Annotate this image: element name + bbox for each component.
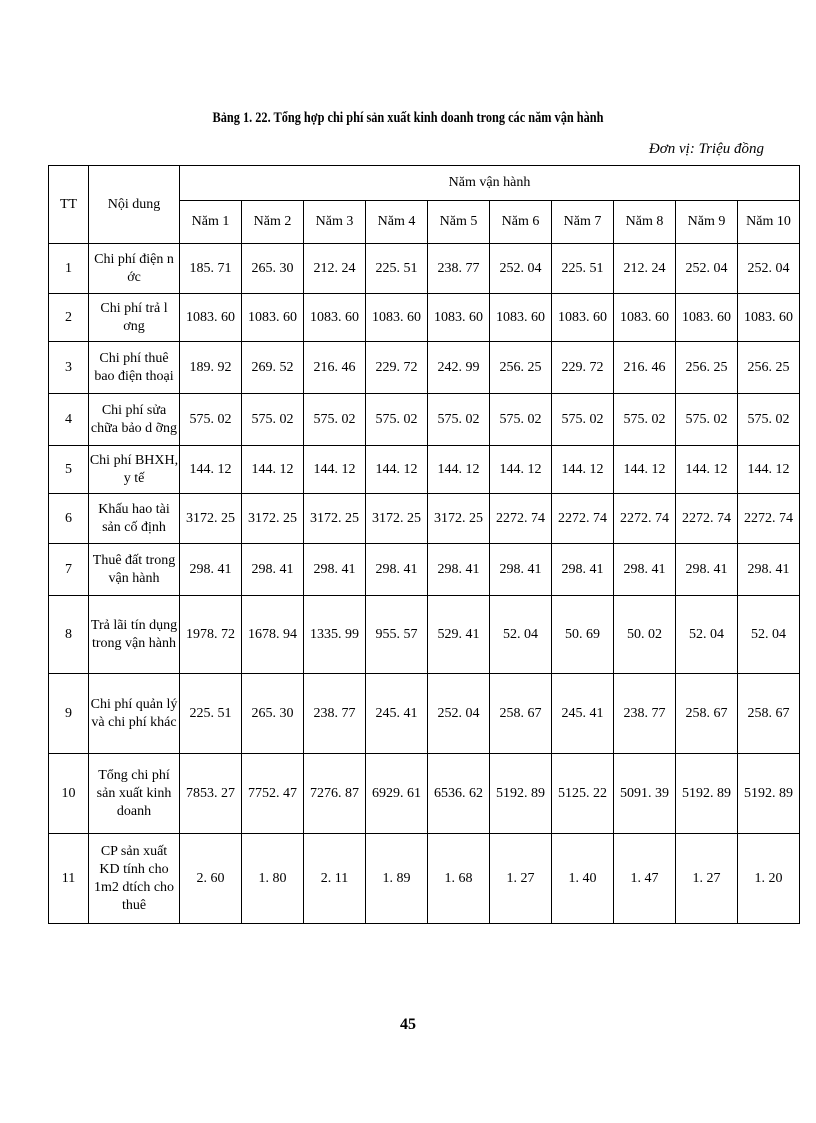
value-cell: 2272. 74 bbox=[614, 494, 676, 544]
value-cell: 298. 41 bbox=[552, 544, 614, 596]
value-cell: 144. 12 bbox=[738, 446, 800, 494]
value-cell: 1678. 94 bbox=[242, 596, 304, 674]
row-label: Chi phí BHXH, y tế bbox=[89, 446, 180, 494]
value-cell: 298. 41 bbox=[366, 544, 428, 596]
value-cell: 298. 41 bbox=[242, 544, 304, 596]
value-cell: 7853. 27 bbox=[180, 754, 242, 834]
unit-note: Đơn vị: Triệu đồng bbox=[648, 141, 764, 157]
value-cell: 265. 30 bbox=[242, 674, 304, 754]
table-row bbox=[49, 596, 800, 674]
row-number: 7 bbox=[49, 544, 89, 596]
value-cell: 225. 51 bbox=[180, 674, 242, 754]
row-label: CP sản xuất KD tính cho 1m2 dtích cho thuê bbox=[89, 834, 180, 924]
value-cell: 252. 04 bbox=[428, 674, 490, 754]
row-number: 4 bbox=[49, 394, 89, 446]
value-cell: 225. 51 bbox=[366, 244, 428, 294]
table-row bbox=[49, 754, 800, 834]
value-cell: 2. 60 bbox=[180, 834, 242, 924]
value-cell: 144. 12 bbox=[676, 446, 738, 494]
value-cell: 2. 11 bbox=[304, 834, 366, 924]
row-number: 3 bbox=[49, 342, 89, 394]
row-label: Chi phí quản lý và chi phí khác bbox=[89, 674, 180, 754]
header-year: Năm 9 bbox=[676, 201, 738, 244]
table-row bbox=[49, 294, 800, 342]
value-cell: 242. 99 bbox=[428, 342, 490, 394]
table-row bbox=[49, 494, 800, 544]
header-year: Năm 4 bbox=[366, 201, 428, 244]
value-cell: 216. 46 bbox=[614, 342, 676, 394]
value-cell: 575. 02 bbox=[180, 394, 242, 446]
value-cell: 256. 25 bbox=[490, 342, 552, 394]
value-cell: 3172. 25 bbox=[304, 494, 366, 544]
value-cell: 52. 04 bbox=[490, 596, 552, 674]
header-content: Nội dung bbox=[89, 166, 180, 244]
value-cell: 298. 41 bbox=[304, 544, 366, 596]
value-cell: 258. 67 bbox=[676, 674, 738, 754]
row-label: Chi phí điện n ớc bbox=[89, 244, 180, 294]
value-cell: 1083. 60 bbox=[490, 294, 552, 342]
value-cell: 2272. 74 bbox=[738, 494, 800, 544]
value-cell: 212. 24 bbox=[304, 244, 366, 294]
row-number: 11 bbox=[49, 834, 89, 924]
value-cell: 1. 40 bbox=[552, 834, 614, 924]
row-number: 8 bbox=[49, 596, 89, 674]
value-cell: 6536. 62 bbox=[428, 754, 490, 834]
table-row bbox=[49, 446, 800, 494]
value-cell: 265. 30 bbox=[242, 244, 304, 294]
value-cell: 1. 80 bbox=[242, 834, 304, 924]
value-cell: 1083. 60 bbox=[428, 294, 490, 342]
table-row bbox=[49, 834, 800, 924]
value-cell: 1083. 60 bbox=[552, 294, 614, 342]
row-number: 10 bbox=[49, 754, 89, 834]
value-cell: 575. 02 bbox=[676, 394, 738, 446]
value-cell: 5192. 89 bbox=[490, 754, 552, 834]
value-cell: 252. 04 bbox=[490, 244, 552, 294]
value-cell: 2272. 74 bbox=[676, 494, 738, 544]
value-cell: 7752. 47 bbox=[242, 754, 304, 834]
table-row bbox=[49, 394, 800, 446]
value-cell: 575. 02 bbox=[614, 394, 676, 446]
value-cell: 1083. 60 bbox=[180, 294, 242, 342]
value-cell: 298. 41 bbox=[490, 544, 552, 596]
table-row bbox=[49, 244, 800, 294]
value-cell: 2272. 74 bbox=[490, 494, 552, 544]
value-cell: 1. 68 bbox=[428, 834, 490, 924]
value-cell: 6929. 61 bbox=[366, 754, 428, 834]
value-cell: 5125. 22 bbox=[552, 754, 614, 834]
value-cell: 245. 41 bbox=[552, 674, 614, 754]
value-cell: 575. 02 bbox=[366, 394, 428, 446]
row-label: Tổng chi phí sản xuất kinh doanh bbox=[89, 754, 180, 834]
value-cell: 1083. 60 bbox=[676, 294, 738, 342]
value-cell: 238. 77 bbox=[428, 244, 490, 294]
value-cell: 252. 04 bbox=[738, 244, 800, 294]
value-cell: 144. 12 bbox=[304, 446, 366, 494]
value-cell: 1335. 99 bbox=[304, 596, 366, 674]
value-cell: 1978. 72 bbox=[180, 596, 242, 674]
value-cell: 1. 47 bbox=[614, 834, 676, 924]
value-cell: 245. 41 bbox=[366, 674, 428, 754]
value-cell: 575. 02 bbox=[738, 394, 800, 446]
value-cell: 52. 04 bbox=[738, 596, 800, 674]
table-title: Bảng 1. 22. Tổng hợp chi phí sản xuất kinh doanh trong các năm vận hành bbox=[212, 110, 604, 126]
value-cell: 7276. 87 bbox=[304, 754, 366, 834]
header-year: Năm 2 bbox=[242, 201, 304, 244]
page-number: 45 bbox=[400, 1016, 416, 1033]
value-cell: 212. 24 bbox=[614, 244, 676, 294]
value-cell: 575. 02 bbox=[428, 394, 490, 446]
value-cell: 3172. 25 bbox=[180, 494, 242, 544]
value-cell: 955. 57 bbox=[366, 596, 428, 674]
value-cell: 298. 41 bbox=[428, 544, 490, 596]
value-cell: 1. 20 bbox=[738, 834, 800, 924]
header-year: Năm 8 bbox=[614, 201, 676, 244]
value-cell: 1. 89 bbox=[366, 834, 428, 924]
value-cell: 185. 71 bbox=[180, 244, 242, 294]
header-year: Năm 3 bbox=[304, 201, 366, 244]
row-number: 2 bbox=[49, 294, 89, 342]
row-label: Chi phí thuê bao điện thoại bbox=[89, 342, 180, 394]
value-cell: 575. 02 bbox=[304, 394, 366, 446]
value-cell: 1083. 60 bbox=[366, 294, 428, 342]
row-label: Khấu hao tài sản cố định bbox=[89, 494, 180, 544]
value-cell: 3172. 25 bbox=[242, 494, 304, 544]
value-cell: 144. 12 bbox=[180, 446, 242, 494]
value-cell: 216. 46 bbox=[304, 342, 366, 394]
value-cell: 144. 12 bbox=[490, 446, 552, 494]
value-cell: 5091. 39 bbox=[614, 754, 676, 834]
value-cell: 50. 69 bbox=[552, 596, 614, 674]
value-cell: 229. 72 bbox=[366, 342, 428, 394]
value-cell: 1083. 60 bbox=[242, 294, 304, 342]
value-cell: 575. 02 bbox=[552, 394, 614, 446]
table-row bbox=[49, 544, 800, 596]
value-cell: 229. 72 bbox=[552, 342, 614, 394]
value-cell: 575. 02 bbox=[242, 394, 304, 446]
value-cell: 298. 41 bbox=[614, 544, 676, 596]
value-cell: 1083. 60 bbox=[614, 294, 676, 342]
table-row bbox=[49, 342, 800, 394]
value-cell: 1. 27 bbox=[676, 834, 738, 924]
value-cell: 189. 92 bbox=[180, 342, 242, 394]
value-cell: 144. 12 bbox=[552, 446, 614, 494]
cost-table bbox=[48, 165, 800, 924]
value-cell: 298. 41 bbox=[738, 544, 800, 596]
value-cell: 238. 77 bbox=[304, 674, 366, 754]
value-cell: 144. 12 bbox=[614, 446, 676, 494]
value-cell: 575. 02 bbox=[490, 394, 552, 446]
value-cell: 1. 27 bbox=[490, 834, 552, 924]
value-cell: 3172. 25 bbox=[428, 494, 490, 544]
value-cell: 252. 04 bbox=[676, 244, 738, 294]
row-label: Trả lãi tín dụng trong vận hành bbox=[89, 596, 180, 674]
header-year: Năm 10 bbox=[738, 201, 800, 244]
value-cell: 2272. 74 bbox=[552, 494, 614, 544]
value-cell: 238. 77 bbox=[614, 674, 676, 754]
header-tt: TT bbox=[49, 166, 89, 244]
value-cell: 50. 02 bbox=[614, 596, 676, 674]
value-cell: 225. 51 bbox=[552, 244, 614, 294]
value-cell: 144. 12 bbox=[428, 446, 490, 494]
row-number: 1 bbox=[49, 244, 89, 294]
value-cell: 298. 41 bbox=[180, 544, 242, 596]
value-cell: 1083. 60 bbox=[738, 294, 800, 342]
header-year: Năm 5 bbox=[428, 201, 490, 244]
row-label: Chi phí sửa chữa bảo d ỡng bbox=[89, 394, 180, 446]
table-row bbox=[49, 674, 800, 754]
table-body bbox=[49, 244, 800, 924]
value-cell: 256. 25 bbox=[738, 342, 800, 394]
header-year: Năm 1 bbox=[180, 201, 242, 244]
value-cell: 144. 12 bbox=[242, 446, 304, 494]
value-cell: 52. 04 bbox=[676, 596, 738, 674]
value-cell: 1083. 60 bbox=[304, 294, 366, 342]
row-number: 5 bbox=[49, 446, 89, 494]
row-label: Thuê đất trong vận hành bbox=[89, 544, 180, 596]
row-number: 6 bbox=[49, 494, 89, 544]
header-operating-years: Năm vận hành bbox=[180, 166, 800, 201]
row-label: Chi phí trả l ơng bbox=[89, 294, 180, 342]
value-cell: 269. 52 bbox=[242, 342, 304, 394]
value-cell: 3172. 25 bbox=[366, 494, 428, 544]
header-year: Năm 7 bbox=[552, 201, 614, 244]
value-cell: 298. 41 bbox=[676, 544, 738, 596]
value-cell: 529. 41 bbox=[428, 596, 490, 674]
value-cell: 256. 25 bbox=[676, 342, 738, 394]
value-cell: 258. 67 bbox=[490, 674, 552, 754]
header-year: Năm 6 bbox=[490, 201, 552, 244]
value-cell: 5192. 89 bbox=[738, 754, 800, 834]
value-cell: 144. 12 bbox=[366, 446, 428, 494]
row-number: 9 bbox=[49, 674, 89, 754]
value-cell: 258. 67 bbox=[738, 674, 800, 754]
value-cell: 5192. 89 bbox=[676, 754, 738, 834]
